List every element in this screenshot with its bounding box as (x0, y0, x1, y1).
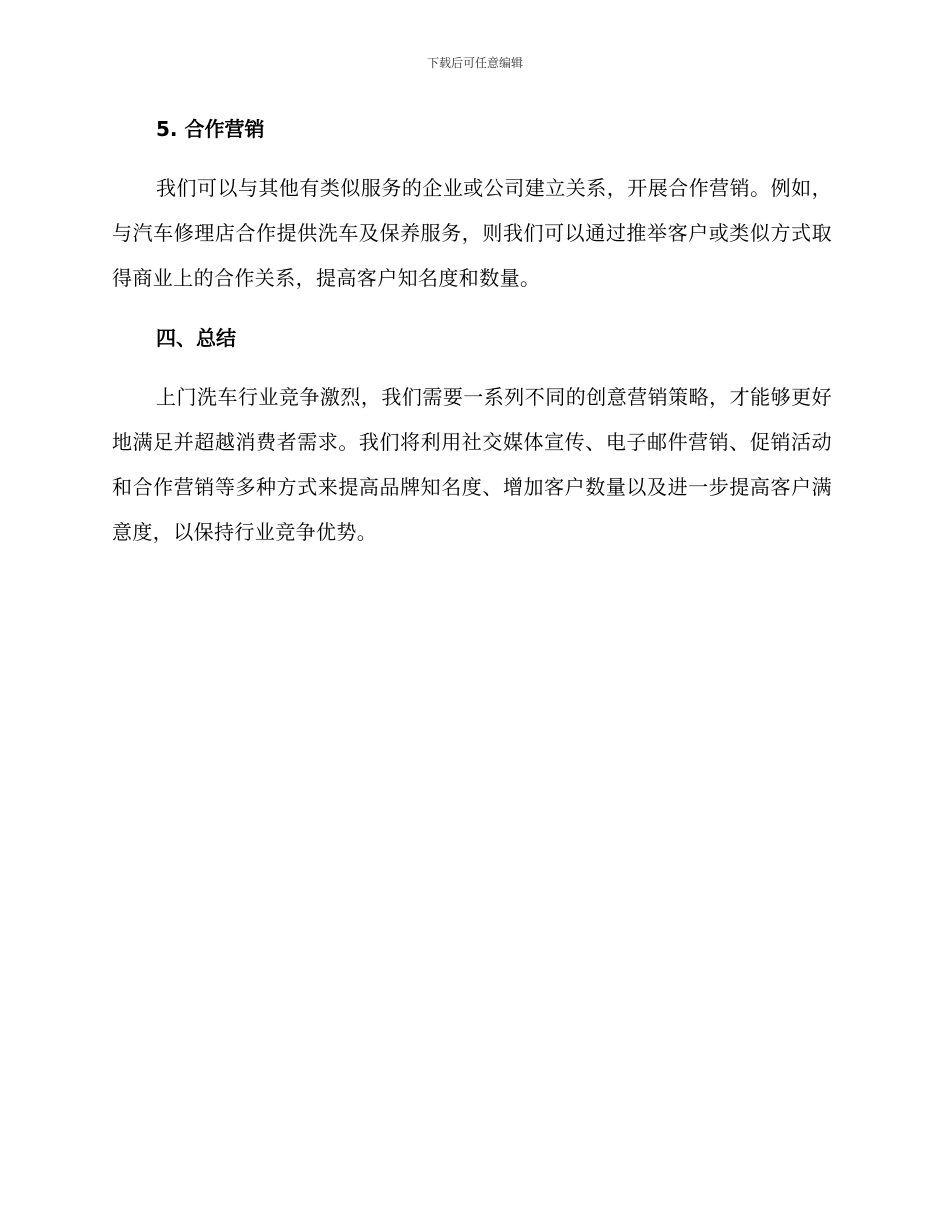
section-paragraph-summary: 上门洗车行业竞争激烈，我们需要一系列不同的创意营销策略，才能够更好地满足并超越消费者需求。我们将利用社交媒体宣传、电子邮件营销、促销活动和合作营销等多种方式来提高品牌知名度、增加客户数量以及进一步提高客户满意度，以保持行业竞争优势。 (112, 385, 832, 544)
section-heading-summary: 四、总结 (156, 326, 236, 350)
section-heading-cooperative-marketing: 5. 合作营销 (156, 117, 265, 141)
section-paragraph-cooperative-marketing: 我们可以与其他有类似服务的企业或公司建立关系，开展合作营销。例如，与汽车修理店合作提供洗车及保养服务，则我们可以通过推举客户或类似方式取得商业上的合作关系，提高客户知名度和数量。 (112, 176, 832, 290)
document-body (112, 112, 832, 555)
page-header: 下载后可任意编辑 (426, 56, 523, 70)
